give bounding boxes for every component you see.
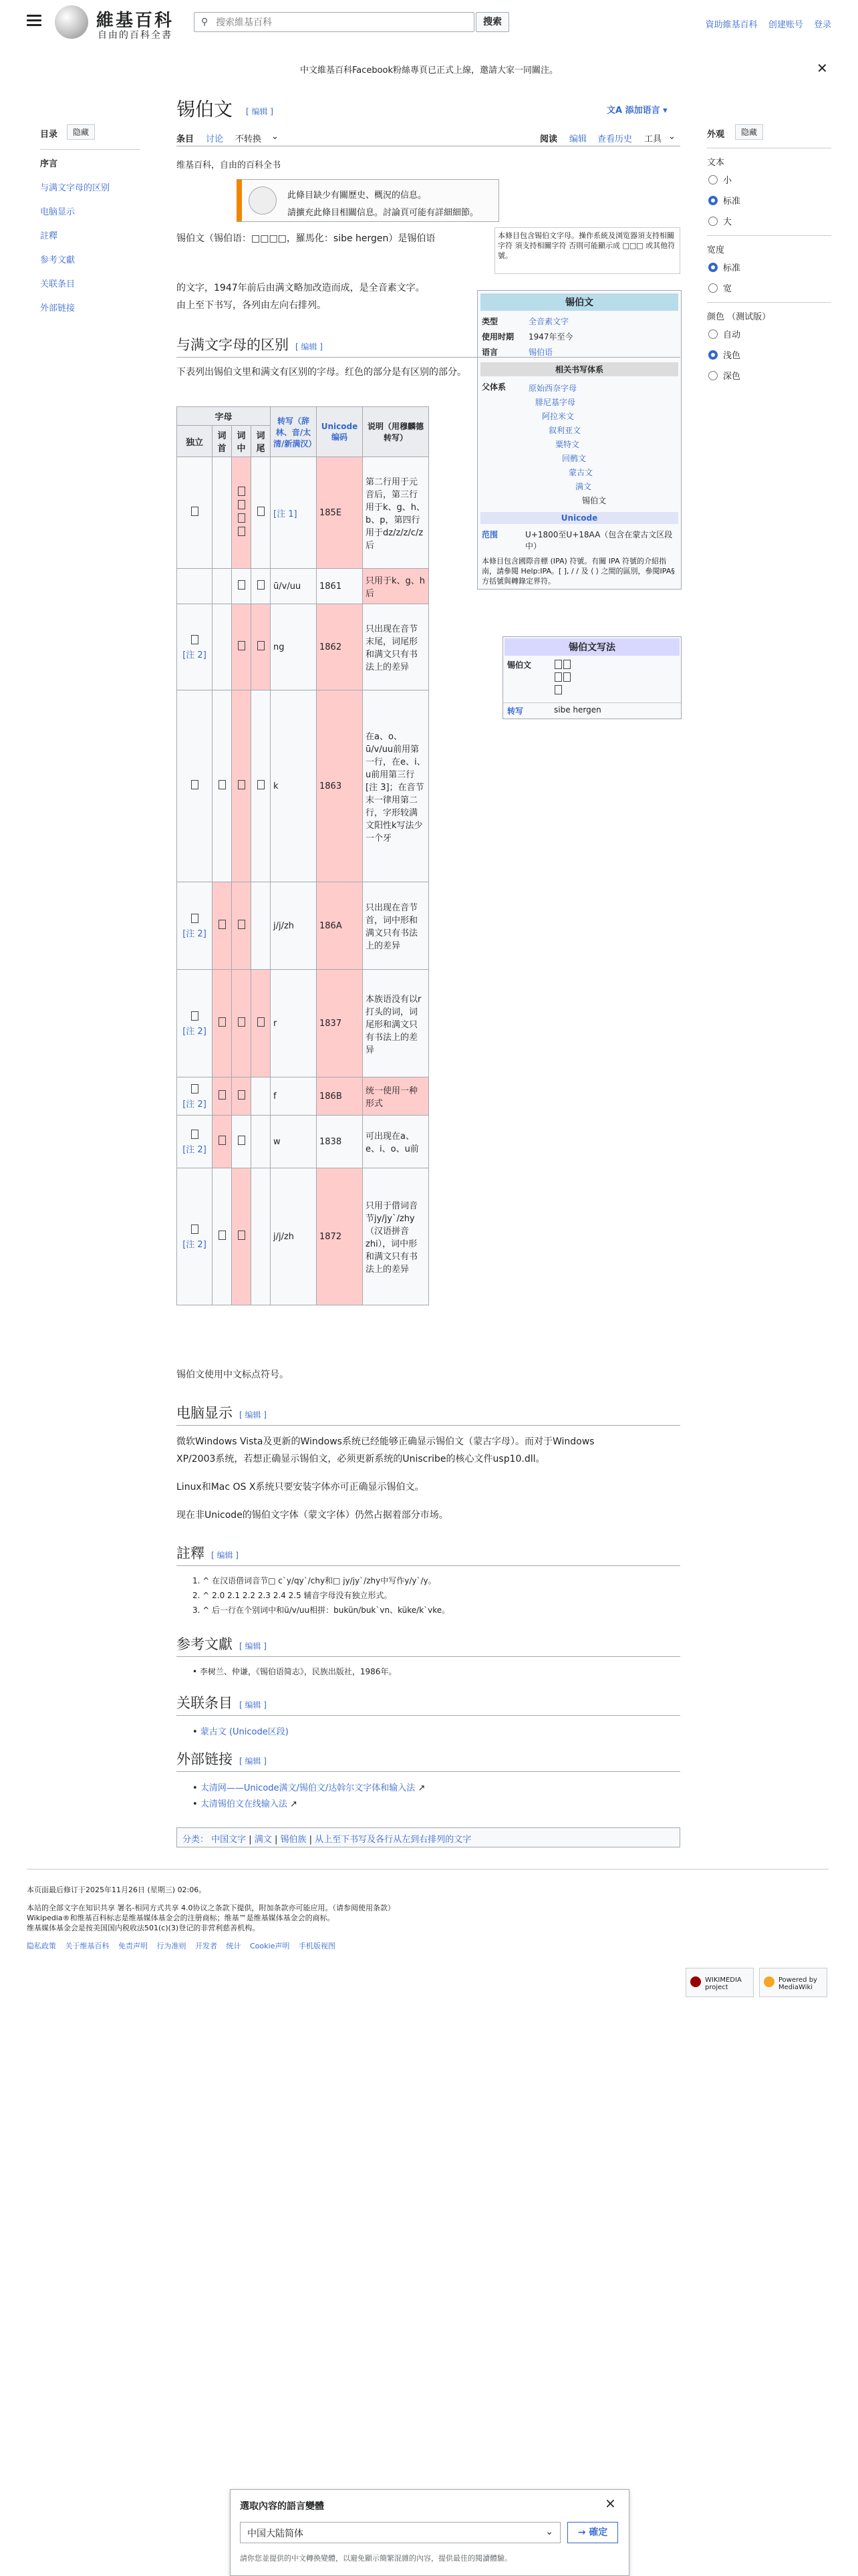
table-row	[177, 604, 429, 690]
option-label: 小	[723, 176, 732, 186]
infobox-key: 类型	[482, 317, 498, 326]
tree-item[interactable]: 回鹘文	[562, 454, 587, 463]
external-link[interactable]: 太清锡伯文在线输入法	[200, 1799, 287, 1809]
mediawiki-logo-icon	[764, 1976, 774, 1987]
table-cell: k	[271, 690, 317, 882]
toc-title: 目录	[40, 130, 58, 140]
footnote-link[interactable]: [注 2]	[182, 1144, 206, 1155]
lead-paragraph: 的文字，1947年前后由满文略加改造而成，是全音素文字。	[176, 283, 425, 293]
radio-icon[interactable]	[708, 283, 718, 293]
site-sub: 维基百科，自由的百科全书	[176, 160, 281, 170]
close-icon[interactable]: ×	[605, 2495, 616, 2511]
col-header: 词首	[212, 426, 232, 457]
radio-icon[interactable]	[708, 371, 718, 380]
toc-item[interactable]: 外部链接	[40, 303, 76, 313]
category-link[interactable]: 满文	[254, 1835, 272, 1845]
table-cell: f	[271, 1077, 317, 1116]
color-label: 颜色 （测试版）	[707, 312, 771, 322]
edit-link[interactable]: [ 编辑 ]	[239, 1700, 267, 1710]
table-row	[177, 1168, 429, 1305]
heading-text: 与满文字母的区别	[176, 337, 289, 353]
login-link[interactable]: 登录	[813, 20, 831, 30]
tab-article[interactable]: 条目	[176, 134, 194, 144]
toc-item[interactable]: 与满文字母的区别	[40, 183, 110, 193]
footer-link[interactable]: 行为准则	[156, 1942, 186, 1950]
toc-item[interactable]: 关联条目	[40, 279, 76, 289]
infobox-title: 锡伯文	[480, 293, 678, 311]
color-dark[interactable]	[708, 369, 831, 382]
appearance-title: 外观	[707, 130, 725, 140]
table-cell: 185E	[317, 457, 363, 569]
tab-variant[interactable]: 不转换	[235, 134, 262, 144]
appearance-hide-button[interactable]: 隐藏	[735, 124, 763, 140]
tree-item[interactable]: 腓尼基字母	[535, 398, 576, 407]
table-cell: 1837	[317, 970, 363, 1077]
category-link[interactable]: 中国文字	[211, 1835, 247, 1845]
infobox-key: 使用时期	[482, 332, 515, 342]
text-size-small[interactable]	[708, 173, 831, 186]
list-item: • 蒙古文 (Unicode区段)	[192, 1727, 289, 1737]
radio-icon[interactable]	[708, 330, 718, 339]
col-header: 词尾	[251, 426, 271, 457]
external-link-icon: ↗	[289, 1799, 297, 1809]
footer-link[interactable]: 隐私政策	[27, 1942, 56, 1950]
table-cell: 第二行用于元音后，第三行用于k、g、h、b、p，第四行用于dz/z/z/c/z后	[363, 457, 429, 569]
site-notice: 中文維基百科Facebook粉絲專頁已正式上線，邀請大家一同關注。	[299, 66, 559, 76]
width-label: 宽度	[707, 245, 725, 255]
ipa-note: 本條目包含國際音標 (IPA) 符號。有關 IPA 符號的介紹指南，請參閱 Help:IPA。[ ], / / 及 ⟨ ⟩ 之間的區別，參閱IPA§方括號與轉錄定界符。	[482, 557, 675, 586]
radio-selected-icon[interactable]	[708, 350, 718, 360]
edit-link[interactable]: [ 编辑 ]	[239, 1642, 267, 1651]
footnote-link[interactable]: [注 2]	[182, 1026, 206, 1037]
tree-item[interactable]: 原始西奈字母	[529, 384, 577, 393]
close-icon[interactable]: ✕	[817, 60, 828, 76]
punctuation-note: 锡伯文使用中文标点符号。	[176, 1370, 289, 1380]
table-row	[177, 569, 429, 604]
create-account-link[interactable]: 创建账号	[768, 20, 803, 30]
table-row	[177, 970, 429, 1077]
table-cell: 可出现在a、e、i、o、u前	[363, 1116, 429, 1168]
infobox-value[interactable]: 全音素文字	[529, 317, 569, 326]
chevron-down-icon[interactable]: ⌄	[271, 132, 279, 142]
table-cell: 1838	[317, 1116, 363, 1168]
display-paragraph: XP/2003系统，若想正确显示锡伯文，必须更新系统的Uniscribe的核心文件usp10.dll。	[176, 1454, 545, 1464]
heading-text: 参考文獻	[176, 1636, 233, 1652]
section-heading	[176, 1634, 680, 1657]
last-edited: 本页面最后修订于2025年11月26日 (星期三) 02:06。	[27, 1886, 206, 1894]
search-button[interactable]: 搜索	[476, 12, 509, 32]
message-box	[237, 179, 499, 222]
option-label: 宽	[723, 284, 732, 294]
confirm-button[interactable]: → 確定	[567, 2522, 618, 2543]
edit-link[interactable]: [ 编辑 ]	[211, 1551, 239, 1560]
footnote-link[interactable]: [注 2]	[182, 1239, 206, 1250]
related-link[interactable]: 蒙古文 (Unicode区段)	[200, 1727, 289, 1737]
text-size-large[interactable]	[708, 215, 831, 227]
table-cell: 1862	[317, 604, 363, 690]
mongolian-glyph-icon	[554, 659, 571, 700]
footer-link[interactable]: 开发者	[195, 1942, 217, 1950]
category-label[interactable]: 分类：	[182, 1835, 209, 1845]
footer-link[interactable]: 统计	[226, 1942, 241, 1950]
category-link[interactable]: 锡伯族	[280, 1835, 307, 1845]
page-title: 锡伯文	[176, 98, 233, 120]
option-label: 浅色	[723, 351, 741, 361]
footer-link[interactable]: 手机版视图	[298, 1942, 335, 1950]
tree-item: 锡伯文	[582, 496, 607, 505]
col-header: 转写（辞林、音/太清/新满汉）	[271, 407, 317, 457]
option-label: 标准	[723, 263, 741, 273]
appearance-panel	[707, 127, 831, 390]
wikimedia-badge[interactable]	[686, 1968, 754, 1997]
list-item: 1. ^ 在汉语借词音节□ c`y/qy`/chy和□ jy/jy`/zhy中写作y/y`/y。	[192, 1576, 436, 1585]
edit-link[interactable]: [ 编辑 ]	[239, 1757, 267, 1766]
charset-notice: 本條目包含锡伯文字母。操作系統及浏览器須支持相關字符 須支持相關字符 否則可能顯示成 □□□ 或其他符號。	[494, 227, 680, 274]
tree-item[interactable]: 粟特文	[555, 440, 580, 449]
list-item: 3. ^ 后一行在个别词中和ü/v/uu相拼：bukün/buk`vn、küke/k`vke。	[192, 1605, 450, 1615]
table-cell: 1863	[317, 690, 363, 882]
diff-table	[176, 406, 429, 1305]
ext-list	[192, 1781, 425, 1813]
footer-link[interactable]: Cookie声明	[250, 1942, 290, 1950]
table-cell: 只出现在音节首，词中形和满文只有书法上的差异	[363, 882, 429, 970]
list-item: • 太清锡伯文在线输入法 ↗	[192, 1799, 297, 1809]
infobox-key: 锡伯文	[507, 660, 532, 670]
tab-history[interactable]: 查看历史	[597, 134, 633, 144]
infobox-title: 锡伯文写法	[505, 638, 680, 656]
footnote-link[interactable]: [注 2]	[182, 650, 206, 660]
table-cell: 1861	[317, 569, 363, 604]
toc-item[interactable]: 电脑显示	[40, 207, 76, 217]
category-link[interactable]: 从上至下书写及各行从左到右排列的文字	[315, 1835, 472, 1845]
tree-item[interactable]: 满文	[575, 482, 592, 491]
col-header: 独立	[177, 426, 212, 457]
col-header	[317, 407, 363, 457]
col-header: 说明（用穆麟德转写）	[363, 407, 429, 457]
footer-link[interactable]: 关于维基百科	[65, 1942, 110, 1950]
table-row	[177, 1116, 429, 1168]
add-language-label: 添加语言	[625, 106, 660, 116]
color-light[interactable]	[708, 348, 831, 361]
dialog-title: 選取內容的語言變體	[240, 2501, 324, 2512]
table-cell: 只出现在音节末尾，词尾形和满文只有书法上的差异	[363, 604, 429, 690]
table-cell: 1872	[317, 1168, 363, 1305]
footer-link[interactable]: 免责声明	[118, 1942, 148, 1950]
personal-tools	[698, 17, 831, 30]
chevron-down-icon: ⌄	[545, 2527, 553, 2537]
table-row	[177, 690, 429, 882]
dialog-hint: 請你您並提供的中文轉換變體，以避免顯示簡繁混雜的內容，提供最佳的閱讀體驗。	[240, 2554, 512, 2563]
search-input[interactable]	[214, 15, 464, 31]
infobox-value[interactable]: 锡伯语	[529, 348, 553, 357]
script-tree	[529, 381, 606, 507]
external-link[interactable]: 太清网——Unicode满文/锡伯文/达斡尔文字体和输入法	[200, 1783, 416, 1793]
list-item: 2. ^ 2.0 2.1 2.2 2.3 2.4 2.5 辅音字母没有独立形式。	[192, 1591, 392, 1600]
license-text: 本站的全部文字在知识共享 署名-相同方式共享 4.0协议之条款下提供，附加条款亦可能应用。（请参阅使用条款）	[27, 1904, 395, 1912]
logo-title[interactable]: 維基百科	[96, 11, 174, 31]
infobox-key[interactable]: 范围	[482, 530, 498, 539]
infobox-value: U+1800至U+18AA（包含在蒙古文区段中）	[525, 530, 673, 551]
chevron-down-icon[interactable]: ⌄	[668, 132, 676, 142]
footnote-link[interactable]: [注 2]	[182, 1099, 206, 1110]
text-size-label: 文本	[707, 158, 725, 168]
badge-text: Powered by MediaWiki	[778, 1976, 817, 1991]
toc-hide-button[interactable]: 隐藏	[67, 124, 95, 140]
heading-text: 电脑显示	[176, 1405, 233, 1421]
heading-text: 关联条目	[176, 1695, 233, 1711]
section-heading	[176, 1749, 680, 1772]
display-paragraph: Linux和Mac OS X系统只要安装字体亦可正确显示锡伯文。	[176, 1482, 424, 1493]
heading-text: 註釋	[176, 1545, 204, 1561]
license-text: Wikipedia®和维基百科标志是维基媒体基金会的注册商标；维基™是维基媒体基金会的商标。	[27, 1914, 335, 1922]
table-cell: ū/v/uu	[271, 569, 317, 604]
diff-intro: 下表列出锡伯文里和满文有区别的字母。红色的部分是有区别的部分。	[176, 367, 466, 378]
infobox-key: 语言	[482, 348, 498, 357]
tree-item[interactable]: 阿拉米文	[542, 412, 575, 421]
table-cell[interactable]: [注 1]	[271, 457, 317, 569]
category-bar: 分类： 中国文字 | 满文 | 锡伯族 | 从上至下书写及各行从左到右排列的文字	[176, 1827, 680, 1847]
footer	[27, 1885, 829, 1951]
display-paragraph: 现在非Unicode的锡伯文字体（蒙文字体）仍然占据着部分市场。	[176, 1510, 448, 1521]
option-label: 深色	[723, 372, 741, 382]
wikipedia-globe-logo[interactable]	[55, 5, 88, 39]
note-text: ^ 后一行在个别词中和ü/v/uu相拼：bukün/buk`vn、küke/k`vke。	[202, 1605, 450, 1615]
table-cell: 186B	[317, 1077, 363, 1116]
radio-icon[interactable]	[708, 175, 718, 184]
toc-item[interactable]: 序言	[40, 159, 58, 169]
table-cell: r	[271, 970, 317, 1077]
col-header-text[interactable]: Unicode编码	[321, 421, 358, 442]
language-variant-dialog	[230, 2489, 629, 2576]
table-cell: 186A	[317, 882, 363, 970]
main-menu-icon[interactable]	[27, 15, 41, 27]
table-cell: j/j/zh	[271, 1168, 317, 1305]
table-row	[177, 1077, 429, 1116]
col-header: 词中	[232, 426, 251, 457]
broom-icon	[249, 186, 277, 215]
table-cell: 统一使用一种形式	[363, 1077, 429, 1116]
infobox-key: 父体系	[482, 382, 507, 392]
note-text: ^ 2.0 2.1 2.2 2.3 2.4 2.5 辅音字母没有独立形式。	[202, 1591, 392, 1600]
logo-subtitle: 自由的百科全書	[98, 30, 172, 41]
table-cell: j/j/zh	[271, 882, 317, 970]
option-label: 标准	[723, 197, 741, 207]
page-tabs	[176, 128, 680, 146]
width-wide[interactable]	[708, 281, 831, 294]
donate-link[interactable]: 資助維基百科	[705, 20, 758, 30]
text-size-standard[interactable]	[708, 194, 831, 207]
add-language-button[interactable]: 文A 添加语言 ▾	[607, 106, 668, 116]
section-heading	[176, 1543, 680, 1566]
lead-paragraph: 由上至下书写，各列由左向右排列。	[176, 300, 326, 311]
mediawiki-badge[interactable]	[759, 1968, 827, 1997]
notes-list	[192, 1573, 450, 1618]
edit-link[interactable]: [ 编辑 ]	[295, 342, 323, 352]
table-of-contents	[40, 127, 140, 325]
edit-link[interactable]: [ 编辑 ]	[239, 1410, 267, 1420]
footnote-link[interactable]: [注 2]	[182, 928, 206, 939]
option-label: 大	[723, 217, 732, 227]
wikimedia-logo-icon	[690, 1976, 701, 1987]
variant-select[interactable]	[240, 2522, 561, 2543]
table-cell: w	[271, 1116, 317, 1168]
color-auto[interactable]	[708, 328, 831, 340]
table-row	[177, 457, 429, 569]
note-text: ^ 在汉语借词音节□ c`y/qy`/chy和□ jy/jy`/zhy中写作y/y`/y。	[202, 1576, 436, 1585]
tab-read[interactable]: 阅读	[540, 134, 558, 144]
badge-text: WIKIMEDIA project	[705, 1976, 742, 1991]
section-heading	[176, 334, 680, 358]
radio-selected-icon[interactable]	[708, 196, 718, 205]
external-link-icon: ↗	[418, 1783, 426, 1793]
tree-item[interactable]: 叙利亚文	[549, 426, 581, 435]
section-heading	[176, 1692, 680, 1716]
infobox-value: sibe hergen	[554, 705, 601, 715]
infobox-subheader: 相关书写体系	[480, 362, 678, 376]
table-cell: 在a、o、ū/v/uu前用第一行，在e、i、u前用第三行[注 3]；在音节末一律用第二行，字形较满文阳性k写法少一个牙	[363, 690, 429, 882]
table-cell: 只用于借词音节jy/jy`/zhy（汉语拼音zhi），词中形和满文只有书法上的差异	[363, 1168, 429, 1305]
site-header	[0, 0, 858, 47]
infobox-subheader[interactable]: Unicode	[480, 512, 678, 524]
radio-selected-icon[interactable]	[708, 263, 718, 272]
search-box	[194, 12, 474, 32]
option-label: 自动	[723, 330, 741, 340]
ambox-text: 此條目缺少有關歷史、概況的信息。	[287, 190, 427, 201]
toc-item[interactable]: 参考文獻	[40, 255, 76, 265]
toc-item[interactable]: 註釋	[40, 231, 58, 241]
list-item: • 李树兰、仲谦，《锡伯语简志》，民族出版社，1986年。	[192, 1667, 397, 1676]
section-heading	[176, 1402, 680, 1426]
heading-text: 外部链接	[176, 1751, 233, 1767]
search-icon: ⚲	[201, 17, 208, 27]
ref-text: 李树兰、仲谦，《锡伯语简志》，民族出版社，1986年。	[199, 1667, 397, 1676]
variant-select-value: 中国大陆简体	[247, 2529, 303, 2539]
ambox-text: 請擴充此條目相關信息。討論頁可能有詳細細節。	[287, 208, 479, 218]
infobox-writing	[503, 636, 682, 719]
confirm-label: 確定	[589, 2527, 608, 2538]
display-paragraph: 微软Windows Vista及更新的Windows系统已经能够正确显示锡伯文（蒙古字母）。而对于Windows	[176, 1436, 595, 1447]
tree-item[interactable]: 蒙古文	[569, 468, 593, 477]
table-cell: 本族语没有以r打头的词，词尾形和满文只有书法上的差异	[363, 970, 429, 1077]
infobox-key[interactable]: 转写	[507, 706, 524, 716]
tab-edit[interactable]: 编辑	[569, 134, 587, 144]
list-item: • 太清网——Unicode满文/锡伯文/达斡尔文字体和输入法 ↗	[192, 1783, 426, 1793]
table-row	[177, 882, 429, 970]
lead-paragraph: 锡伯文（锡伯语：□□□□，羅馬化：sibe hergen）是锡伯语	[176, 233, 436, 244]
width-standard[interactable]	[708, 261, 831, 273]
infobox-value: 1947年至今	[529, 332, 573, 342]
table-cell: ng	[271, 604, 317, 690]
tab-talk[interactable]: 讨论	[206, 134, 224, 144]
title-edit-link[interactable]: [ 编辑 ]	[246, 107, 273, 116]
radio-icon[interactable]	[708, 217, 718, 226]
license-text: 维基媒体基金会是按美国国内税收法501(c)(3)登记的非营利慈善机构。	[27, 1924, 260, 1932]
tab-tools[interactable]: 工具	[644, 134, 662, 144]
table-cell: 只用于k、g、h后	[363, 569, 429, 604]
col-header: 字母	[177, 407, 271, 426]
